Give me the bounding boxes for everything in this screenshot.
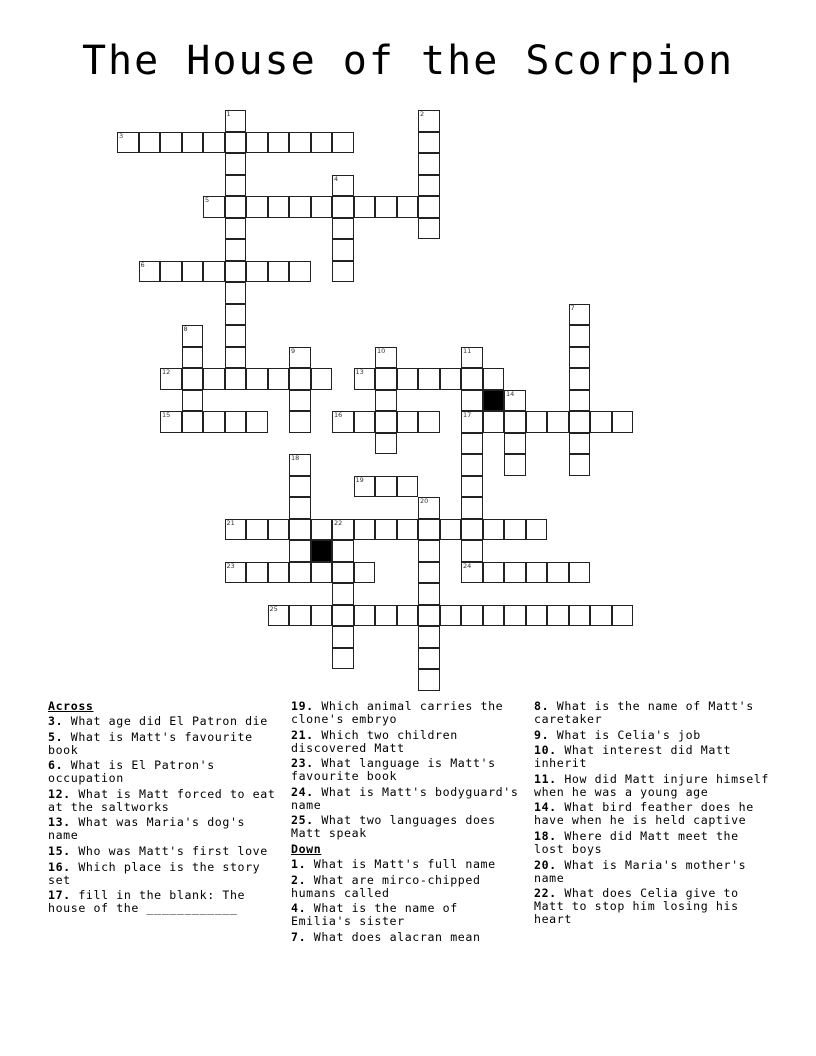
grid-cell[interactable]: [182, 325, 204, 347]
grid-cell[interactable]: [332, 540, 354, 562]
grid-cell[interactable]: [418, 132, 440, 154]
grid-cell[interactable]: [160, 411, 182, 433]
grid-cell[interactable]: [375, 411, 397, 433]
clue-down-8: [534, 700, 774, 726]
clue-number: 4.: [291, 901, 307, 916]
grid-cell[interactable]: [225, 562, 247, 584]
clue-text: What is Matt forced to eat at the saltworks: [48, 786, 276, 814]
clue-text: Where did Matt meet the lost boys: [534, 828, 739, 856]
clue-number: 21.: [291, 727, 314, 742]
grid-cell[interactable]: [354, 519, 376, 541]
grid-cell[interactable]: [268, 132, 290, 154]
grid-cell[interactable]: [590, 411, 612, 433]
grid-cell[interactable]: [225, 239, 247, 261]
grid-cell[interactable]: [160, 261, 182, 283]
grid-cell[interactable]: [504, 433, 526, 455]
grid-cell[interactable]: [569, 368, 591, 390]
grid-cell[interactable]: [354, 562, 376, 584]
grid-cell[interactable]: [246, 368, 268, 390]
grid-cell[interactable]: [203, 261, 225, 283]
grid-cell[interactable]: [268, 196, 290, 218]
clue-number-label: 8: [183, 325, 188, 333]
grid-cell[interactable]: [225, 175, 247, 197]
clue-down-4: [291, 902, 523, 928]
grid-cell[interactable]: [311, 562, 333, 584]
clue-down-11: [534, 773, 774, 799]
grid-cell[interactable]: [225, 196, 247, 218]
grid-cell[interactable]: [375, 433, 397, 455]
clue-text: What age did El Patron die: [70, 714, 268, 728]
clue-number-label: 11: [463, 346, 472, 355]
clue-number: 1.: [291, 856, 307, 871]
clue-down-22: [534, 887, 774, 926]
grid-cell[interactable]: [311, 368, 333, 390]
clue-number-label: 5: [205, 196, 210, 204]
grid-cell[interactable]: [526, 562, 548, 584]
clue-text: What is Maria's mother's name: [534, 857, 747, 885]
clue-text: What language is Matt's favourite book: [291, 756, 496, 784]
clue-number: 11.: [534, 771, 557, 786]
clue-across-19: [291, 700, 523, 726]
clue-number: 24.: [291, 784, 314, 799]
clue-across-17: [48, 889, 280, 915]
grid-cell[interactable]: [375, 196, 397, 218]
clue-number-label: 6: [140, 260, 145, 269]
across-heading: Across: [48, 699, 94, 713]
grid-cell[interactable]: [461, 497, 483, 519]
grid-cell[interactable]: [483, 519, 505, 541]
grid-cell[interactable]: [569, 562, 591, 584]
grid-cell[interactable]: [375, 368, 397, 390]
clue-number-label: 14: [506, 389, 515, 398]
clue-number: 6.: [48, 758, 64, 773]
grid-cell[interactable]: [418, 605, 440, 627]
clue-text: What does Celia give to Matt to stop him losing his heart: [534, 886, 739, 927]
clue-number: 18.: [534, 828, 557, 843]
clue-number: 19.: [291, 699, 314, 713]
clue-number-label: 23: [226, 561, 235, 570]
grid-cell[interactable]: [569, 605, 591, 627]
grid-cell[interactable]: [418, 583, 440, 605]
grid-cell[interactable]: [569, 325, 591, 347]
grid-cell[interactable]: [268, 368, 290, 390]
grid-cell[interactable]: [225, 519, 247, 541]
clue-number: 3.: [48, 714, 64, 728]
grid-cell[interactable]: [418, 153, 440, 175]
grid-cell[interactable]: [289, 390, 311, 412]
clue-across-13: [48, 816, 280, 842]
grid-cell[interactable]: [246, 261, 268, 283]
grid-cell[interactable]: [268, 605, 290, 627]
grid-cell[interactable]: [418, 626, 440, 648]
grid-cell[interactable]: [225, 153, 247, 175]
clue-number-label: 17: [463, 411, 472, 419]
clue-number: 13.: [48, 815, 71, 830]
grid-cell[interactable]: [418, 669, 440, 691]
grid-cell[interactable]: [182, 368, 204, 390]
grid-cell[interactable]: [332, 626, 354, 648]
clue-across-5: [48, 731, 280, 757]
clue-number-label: 13: [355, 368, 364, 376]
grid-cell[interactable]: [483, 368, 505, 390]
grid-cell[interactable]: [569, 304, 591, 326]
grid-cell[interactable]: [440, 605, 462, 627]
grid-cell[interactable]: [504, 454, 526, 476]
grid-cell[interactable]: [526, 411, 548, 433]
grid-cell[interactable]: [289, 261, 311, 283]
clue-down-1: [291, 858, 523, 871]
clue-column-2: [291, 700, 523, 946]
clue-number-label: 24: [463, 561, 472, 570]
grid-cell[interactable]: [612, 605, 634, 627]
grid-cell[interactable]: [461, 562, 483, 584]
grid-cell[interactable]: [246, 411, 268, 433]
grid-cell[interactable]: [225, 368, 247, 390]
clue-number: 17.: [48, 888, 71, 903]
grid-cell[interactable]: [461, 454, 483, 476]
grid-cell[interactable]: [160, 368, 182, 390]
clue-text: What interest did Matt inherit: [534, 743, 732, 771]
grid-cell[interactable]: [182, 390, 204, 412]
grid-cell[interactable]: [418, 540, 440, 562]
grid-cell[interactable]: [504, 519, 526, 541]
grid-cell[interactable]: [268, 562, 290, 584]
grid-cell[interactable]: [289, 132, 311, 154]
grid-cell[interactable]: [354, 411, 376, 433]
grid-cell[interactable]: [182, 411, 204, 433]
grid-cell[interactable]: [311, 132, 333, 154]
grid-cell[interactable]: [289, 605, 311, 627]
grid-cell[interactable]: [225, 411, 247, 433]
grid-cell[interactable]: [397, 411, 419, 433]
grid-cell[interactable]: [569, 390, 591, 412]
clue-across-15: [48, 845, 280, 858]
grid-cell[interactable]: [289, 540, 311, 562]
grid-cell[interactable]: [289, 196, 311, 218]
grid-cell[interactable]: [332, 218, 354, 240]
clue-across-12: [48, 788, 280, 814]
clue-down-7: [291, 931, 523, 944]
grid-cell[interactable]: [311, 519, 333, 541]
grid-cell[interactable]: [332, 175, 354, 197]
clue-across-23: [291, 757, 523, 783]
clue-column-3: [534, 700, 774, 929]
grid-cell[interactable]: [461, 368, 483, 390]
grid-cell[interactable]: [225, 347, 247, 369]
clue-number-label: 10: [377, 346, 386, 355]
clue-number: 15.: [48, 843, 71, 858]
grid-cell[interactable]: [461, 540, 483, 562]
grid-cell[interactable]: [268, 519, 290, 541]
clue-text: What is Matt's bodyguard's name: [291, 784, 519, 812]
grid-cell[interactable]: [354, 368, 376, 390]
grid-cell[interactable]: [547, 411, 569, 433]
grid-cell[interactable]: [418, 562, 440, 584]
clue-down-14: [534, 801, 774, 827]
grid-cell[interactable]: [203, 368, 225, 390]
grid-cell[interactable]: [332, 132, 354, 154]
grid-cell[interactable]: [311, 196, 333, 218]
grid-cell[interactable]: [397, 368, 419, 390]
grid-cell[interactable]: [225, 304, 247, 326]
grid-cell[interactable]: [397, 196, 419, 218]
grid-cell[interactable]: [461, 390, 483, 412]
grid-cell[interactable]: [569, 454, 591, 476]
grid-cell[interactable]: [139, 132, 161, 154]
clue-number-label: 20: [420, 497, 429, 505]
black-square: [311, 540, 333, 562]
grid-cell[interactable]: [526, 519, 548, 541]
clue-across-25: [291, 814, 523, 840]
grid-cell[interactable]: [504, 605, 526, 627]
clue-down-2: [291, 874, 523, 900]
clue-down-20: [534, 859, 774, 885]
grid-cell[interactable]: [225, 261, 247, 283]
grid-cell[interactable]: [440, 368, 462, 390]
clue-text: fill in the blank: The house of the ____________: [48, 888, 246, 916]
clue-down-10: [534, 744, 774, 770]
grid-cell[interactable]: [461, 433, 483, 455]
grid-cell[interactable]: [332, 583, 354, 605]
grid-cell[interactable]: [289, 519, 311, 541]
clue-number-label: 2: [420, 110, 425, 118]
crossword-grid: [117, 110, 657, 710]
clue-number-label: 21: [226, 518, 235, 527]
grid-cell[interactable]: [375, 519, 397, 541]
grid-cell[interactable]: [375, 347, 397, 369]
clue-number-label: 12: [162, 368, 171, 376]
clue-number: 10.: [534, 743, 557, 758]
grid-cell[interactable]: [418, 368, 440, 390]
grid-cell[interactable]: [139, 261, 161, 283]
clue-across-16: [48, 861, 280, 887]
grid-cell[interactable]: [203, 411, 225, 433]
grid-cell[interactable]: [483, 562, 505, 584]
clue-text: Which two children discovered Matt: [291, 727, 458, 755]
clue-text: Which animal carries the clone's embryo: [291, 699, 504, 726]
grid-cell[interactable]: [418, 648, 440, 670]
grid-cell[interactable]: [289, 476, 311, 498]
clue-number: 23.: [291, 756, 314, 771]
clue-column-1: [48, 700, 280, 918]
grid-cell[interactable]: [225, 282, 247, 304]
puzzle-title: The House of the Scorpion: [81, 38, 735, 84]
grid-cell[interactable]: [612, 411, 634, 433]
grid-cell[interactable]: [461, 476, 483, 498]
clue-text: How did Matt injure himself when he was a young age: [534, 771, 770, 799]
grid-cell[interactable]: [332, 519, 354, 541]
clue-number-label: 4: [334, 174, 339, 183]
grid-cell[interactable]: [418, 497, 440, 519]
grid-cell[interactable]: [289, 347, 311, 369]
grid-cell[interactable]: [397, 476, 419, 498]
grid-cell[interactable]: [203, 196, 225, 218]
grid-cell[interactable]: [225, 132, 247, 154]
grid-cell[interactable]: [569, 411, 591, 433]
clue-number-label: 18: [291, 454, 300, 462]
grid-cell[interactable]: [375, 605, 397, 627]
clue-number-label: 1: [226, 110, 231, 118]
clue-number: 16.: [48, 859, 71, 874]
clue-across-3: [48, 715, 280, 728]
grid-cell[interactable]: [461, 519, 483, 541]
grid-cell[interactable]: [440, 519, 462, 541]
clue-number: 12.: [48, 786, 71, 801]
grid-cell[interactable]: [332, 562, 354, 584]
grid-cell[interactable]: [182, 132, 204, 154]
clue-text: What was Maria's dog's name: [48, 815, 246, 843]
grid-cell[interactable]: [246, 132, 268, 154]
clue-number: 2.: [291, 872, 307, 887]
grid-cell[interactable]: [160, 132, 182, 154]
clue-number: 8.: [534, 699, 550, 713]
clue-across-24: [291, 786, 523, 812]
grid-cell[interactable]: [289, 562, 311, 584]
clue-number-label: 9: [291, 346, 296, 355]
grid-cell[interactable]: [483, 411, 505, 433]
grid-cell[interactable]: [182, 347, 204, 369]
clue-text: What is the name of Emilia's sister: [291, 901, 458, 929]
clue-number-label: 7: [570, 303, 575, 312]
clue-text: Which place is the story set: [48, 859, 261, 887]
clue-text: What two languages does Matt speak: [291, 813, 496, 841]
clue-number: 20.: [534, 857, 557, 872]
clue-down-9: [534, 729, 774, 742]
grid-cell[interactable]: [246, 196, 268, 218]
clue-number-label: 22: [334, 518, 343, 527]
grid-cell[interactable]: [418, 110, 440, 132]
grid-cell[interactable]: [418, 175, 440, 197]
grid-cell[interactable]: [504, 390, 526, 412]
clue-number: 7.: [291, 929, 307, 944]
down-heading: Down: [291, 841, 322, 856]
grid-cell[interactable]: [268, 261, 290, 283]
clue-number: 25.: [291, 813, 314, 828]
grid-cell[interactable]: [289, 454, 311, 476]
grid-cell[interactable]: [418, 218, 440, 240]
grid-cell[interactable]: [332, 648, 354, 670]
clue-text: What bird feather does he have when he is held captive: [534, 800, 754, 828]
grid-cell[interactable]: [569, 433, 591, 455]
grid-cell[interactable]: [483, 605, 505, 627]
grid-cell[interactable]: [504, 562, 526, 584]
grid-cell[interactable]: [461, 347, 483, 369]
clue-number-label: 16: [334, 411, 343, 419]
grid-cell[interactable]: [504, 411, 526, 433]
clue-text: What is Matt's full name: [313, 856, 496, 871]
grid-cell[interactable]: [332, 239, 354, 261]
clue-across-21: [291, 729, 523, 755]
clue-across-6: [48, 759, 280, 785]
grid-cell[interactable]: [590, 605, 612, 627]
grid-cell[interactable]: [461, 411, 483, 433]
grid-cell[interactable]: [397, 605, 419, 627]
clue-number: 22.: [534, 886, 557, 901]
clue-down-18: [534, 830, 774, 856]
clue-number-label: 25: [269, 604, 278, 613]
grid-cell[interactable]: [397, 519, 419, 541]
clue-text: What is Celia's job: [556, 727, 701, 742]
grid-cell[interactable]: [569, 347, 591, 369]
grid-cell[interactable]: [354, 605, 376, 627]
grid-cell[interactable]: [375, 390, 397, 412]
clue-number-label: 19: [355, 475, 364, 484]
grid-cell[interactable]: [375, 476, 397, 498]
grid-cell[interactable]: [289, 368, 311, 390]
grid-cell[interactable]: [418, 411, 440, 433]
clue-text: Who was Matt's first love: [78, 843, 268, 858]
grid-cell[interactable]: [332, 605, 354, 627]
grid-cell[interactable]: [354, 476, 376, 498]
grid-cell[interactable]: [225, 110, 247, 132]
grid-cell[interactable]: [246, 562, 268, 584]
clue-number: 9.: [534, 727, 550, 742]
grid-cell[interactable]: [182, 261, 204, 283]
grid-cell[interactable]: [547, 605, 569, 627]
clue-text: What is El Patron's occupation: [48, 758, 215, 786]
clue-number-label: 15: [162, 411, 171, 419]
grid-cell[interactable]: [332, 196, 354, 218]
black-square: [483, 390, 505, 412]
grid-cell[interactable]: [547, 562, 569, 584]
grid-cell[interactable]: [311, 605, 333, 627]
clue-number: 14.: [534, 800, 557, 815]
grid-cell[interactable]: [354, 196, 376, 218]
grid-cell[interactable]: [117, 132, 139, 154]
clue-text: What does alacran mean: [313, 929, 481, 944]
clue-number-label: 3: [119, 131, 124, 140]
grid-cell[interactable]: [225, 218, 247, 240]
grid-cell[interactable]: [526, 605, 548, 627]
grid-cell[interactable]: [289, 411, 311, 433]
grid-cell[interactable]: [332, 261, 354, 283]
clue-text: What is Matt's favourite book: [48, 729, 253, 757]
clue-number: 5.: [48, 729, 64, 744]
grid-cell[interactable]: [418, 519, 440, 541]
clue-text: What are mirco-chipped humans called: [291, 872, 481, 900]
grid-cell[interactable]: [461, 605, 483, 627]
grid-cell[interactable]: [289, 497, 311, 519]
clue-text: What is the name of Matt's caretaker: [534, 699, 754, 726]
grid-cell[interactable]: [418, 196, 440, 218]
grid-cell[interactable]: [246, 519, 268, 541]
grid-cell[interactable]: [203, 132, 225, 154]
grid-cell[interactable]: [225, 325, 247, 347]
grid-cell[interactable]: [332, 411, 354, 433]
